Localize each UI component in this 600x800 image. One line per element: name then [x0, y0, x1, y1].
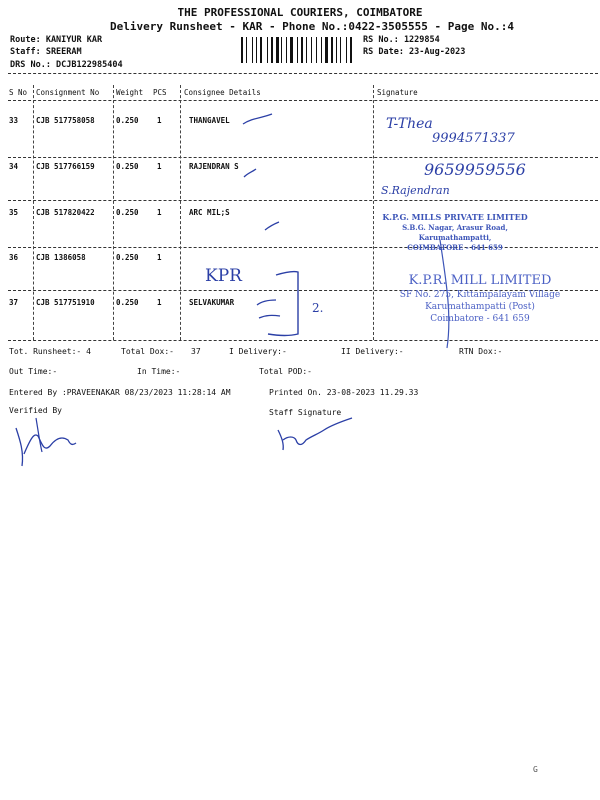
handwritten-name: T-Thea	[386, 116, 433, 132]
verified-by-label: Verified By	[9, 406, 62, 415]
i-delivery: I Delivery:-	[229, 347, 287, 356]
handwritten-phone: 9659959556	[424, 160, 526, 179]
row-weight: 0.250	[116, 116, 139, 125]
total-pod: Total POD:-	[259, 367, 312, 376]
row-consignee: THANGAVEL	[189, 116, 230, 125]
row-sno: 34	[9, 162, 19, 171]
runsheet-title: Delivery Runsheet - KAR - Phone No.:0422-3505555 - Page No.:4	[110, 20, 514, 33]
rs-date: RS Date: 23-Aug-2023	[363, 47, 466, 57]
ii-delivery: II Delivery:-	[341, 347, 404, 356]
row-weight: 0.250	[116, 162, 139, 171]
row-pcs: 1	[157, 208, 162, 217]
row-consignment: CJB 517751910	[36, 298, 95, 307]
total-runsheet: Tot. Runsheet:- 4	[9, 347, 91, 356]
col-header-sno: S No	[9, 88, 28, 97]
row-consignment: CJB 517820422	[36, 208, 95, 217]
col-header-consignment: Consignment No	[36, 88, 100, 97]
total-dox-label: Total Dox:-	[121, 347, 174, 356]
row-consignment: CJB 517766159	[36, 162, 95, 171]
row-pcs: 1	[157, 253, 162, 262]
row-pcs: 1	[157, 116, 162, 125]
company-stamp-line: S.B.G. Nagar, Arasur Road,	[402, 223, 508, 232]
company-stamp-line: Karumathampatti,	[418, 233, 492, 242]
handwritten-mark: 2.	[312, 301, 324, 315]
row-weight: 0.250	[116, 208, 139, 217]
company-title: THE PROFESSIONAL COURIERS, COIMBATORE	[177, 6, 423, 19]
drs-number: DRS No.: DCJB122985404	[10, 60, 123, 70]
col-header-signature: Signature	[377, 88, 418, 97]
staff-signature-label: Staff Signature	[269, 408, 342, 417]
row-consignee: ARC MIL;S	[189, 208, 230, 217]
entered-by: Entered By :PRAVEENAKAR 08/23/2023 11:28:14 AM	[9, 388, 231, 397]
row-pcs: 1	[157, 162, 162, 171]
page-mark: G	[533, 765, 538, 774]
out-time: Out Time:-	[9, 367, 58, 376]
staff-label: Staff: SREERAM	[10, 47, 82, 57]
handwritten-signature: S.Rajendran	[381, 184, 450, 197]
col-header-pcs: PCS	[153, 88, 167, 97]
row-sno: 36	[9, 253, 19, 262]
rs-number: RS No.: 1229854	[363, 35, 440, 45]
route-label: Route: KANIYUR KAR	[10, 35, 103, 45]
in-time: In Time:-	[137, 367, 181, 376]
col-header-weight: Weight	[116, 88, 144, 97]
row-consignment: CJB 517758058	[36, 116, 95, 125]
company-stamp-line: K.P.G. MILLS PRIVATE LIMITED	[382, 212, 528, 222]
printed-on: Printed On. 23-08-2023 11.29.33	[269, 388, 419, 397]
row-sno: 33	[9, 116, 19, 125]
row-weight: 0.250	[116, 253, 139, 262]
company-stamp-line: Karumathampatti (Post)	[425, 302, 535, 312]
company-stamp-line: K.P.R. MILL LIMITED	[408, 273, 552, 288]
row-consignee: RAJENDRAN S	[189, 162, 239, 171]
company-stamp-line: COIMBATORE - 641 659	[407, 243, 503, 252]
rtn-dox: RTN Dox:-	[459, 347, 503, 356]
row-consignee: SELVAKUMAR	[189, 298, 235, 307]
handwritten-mark: KPR	[205, 266, 242, 286]
company-stamp-line: SF No. 275, Kittampalayam Village	[399, 290, 561, 300]
company-stamp-line: Coimbatore - 641 659	[430, 314, 530, 324]
total-dox-value: 37	[191, 347, 201, 356]
row-sno: 37	[9, 298, 19, 307]
col-header-consignee: Consignee Details	[184, 88, 261, 97]
handwritten-phone: 9994571337	[432, 131, 515, 146]
row-weight: 0.250	[116, 298, 139, 307]
row-pcs: 1	[157, 298, 162, 307]
row-sno: 35	[9, 208, 19, 217]
row-consignment: CJB 1386058	[36, 253, 86, 262]
